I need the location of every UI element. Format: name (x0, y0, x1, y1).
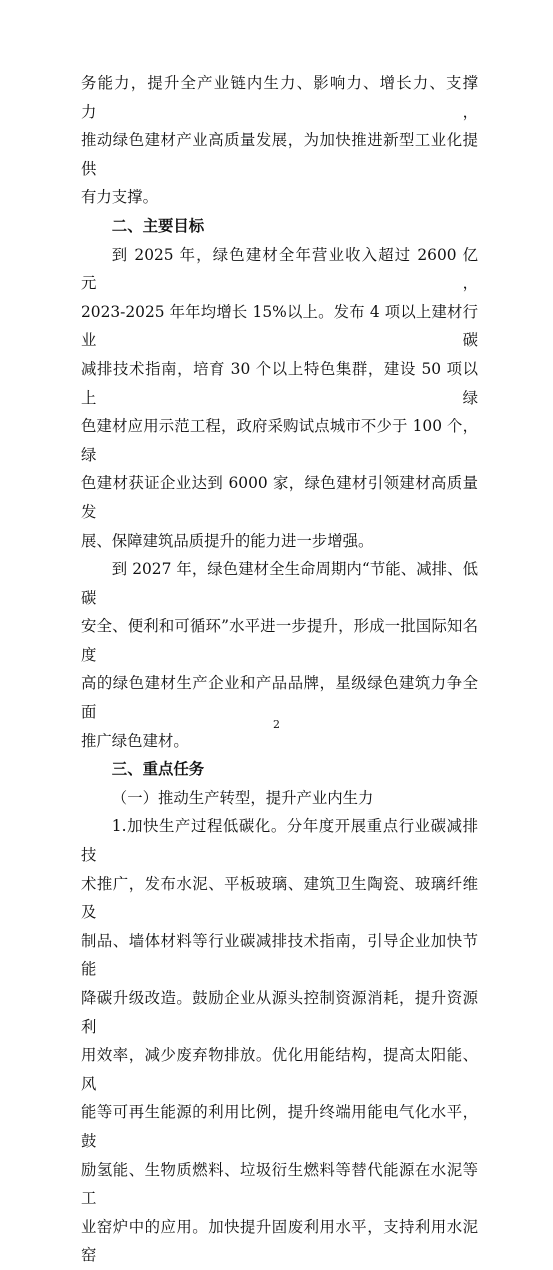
paragraph-goal-2025 (81, 241, 478, 556)
text-line: 推广绿色建材。 (81, 731, 189, 750)
section-heading-goals: 二、主要目标 (111, 216, 205, 235)
text-line: 制品、墙体材料等行业碳减排技术指南，引导企业加快节能 (81, 931, 478, 979)
text-line: 推动绿色建材产业高质量发展，为加快推进新型工业化提供 (81, 131, 478, 178)
subsection-heading: （一）推动生产转型，提升产业内生力 (111, 788, 374, 807)
text-line: 术推广，发布水泥、平板玻璃、建筑卫生陶瓷、玻璃纤维及 (81, 874, 478, 922)
page-number: 2 (273, 718, 280, 731)
text-line: 励氢能、生物质燃料、垃圾衍生燃料等替代能源在水泥等工 (81, 1160, 478, 1208)
text-line: 降碳升级改造。鼓励企业从源头控制资源消耗，提升资源利 (81, 989, 478, 1036)
document-body (81, 69, 478, 1270)
text-line: 有力支撑。 (81, 188, 158, 207)
text-line: 到 2027 年，绿色建材全生命周期内“节能、减排、低碳 (81, 560, 478, 607)
text-line: 2023-2025 年年均增长 15%以上。发布 4 项以上建材行业碳 (81, 302, 478, 350)
text-line: 用效率，减少废弃物排放。优化用能结构，提高太阳能、风 (81, 1046, 478, 1093)
text-line: 减排技术指南，培育 30 个以上特色集群，建设 50 项以上绿 (81, 359, 478, 407)
paragraph-item-1 (81, 812, 478, 1270)
text-line: 展、保障建筑品质提升的能力进一步增强。 (81, 531, 374, 550)
paragraph-continuation (81, 69, 478, 212)
text-line: 安全、便利和可循环”水平进一步提升，形成一批国际知名度 (81, 617, 478, 664)
text-line: 到 2025 年，绿色建材全年营业收入超过 2600 亿元， (81, 245, 478, 293)
text-line: 能等可再生能源的利用比例，提升终端用能电气化水平，鼓 (81, 1103, 478, 1150)
section-heading-tasks: 三、重点任务 (111, 760, 205, 779)
text-line: 1.加快生产过程低碳化。分年度开展重点行业碳减排技 (81, 817, 478, 865)
text-line: 色建材应用示范工程，政府采购试点城市不少于 100 个，绿 (81, 417, 478, 464)
text-line: 务能力，提升全产业链内生力、影响力、增长力、支撑力， (81, 74, 478, 121)
text-line: 色建材获证企业达到 6000 家，绿色建材引领建材高质量发 (81, 474, 478, 521)
text-line: 业窑炉中的应用。加快提升固废利用水平，支持利用水泥窑 (81, 1217, 478, 1265)
text-line: 高的绿色建材生产企业和产品品牌，星级绿色建筑力争全面 (81, 674, 478, 722)
